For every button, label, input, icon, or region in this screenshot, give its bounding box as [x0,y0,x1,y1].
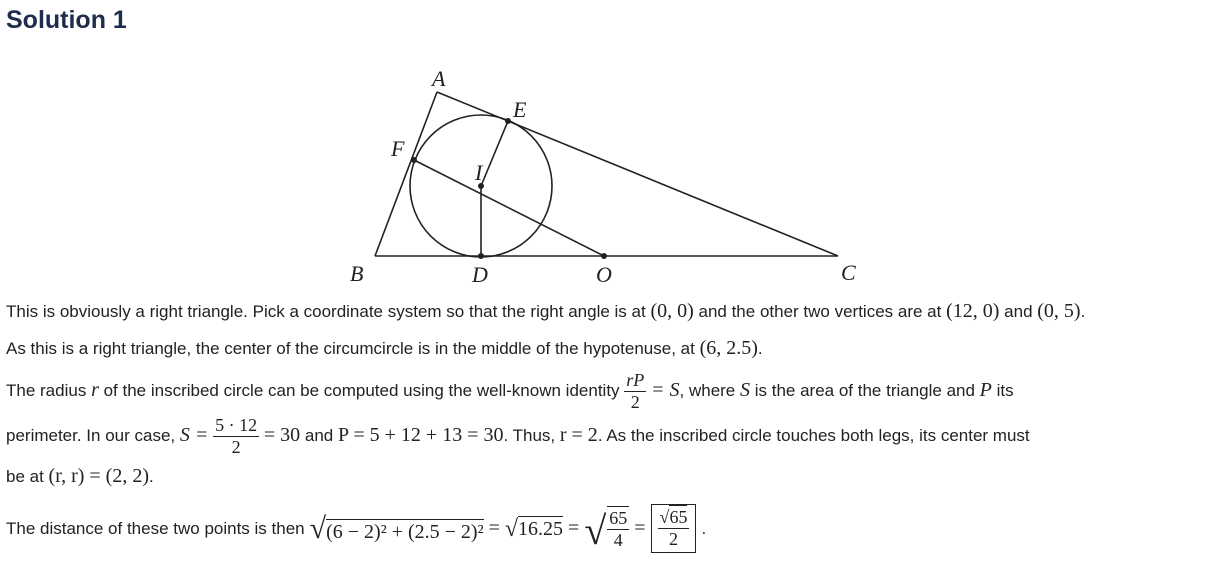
radical-sign-icon: √ [309,511,327,545]
label-c: C [841,260,856,285]
text: . [757,339,763,358]
fraction-denominator: 2 [668,529,678,549]
text: and [1004,302,1033,321]
math-equals: = [488,517,500,539]
radical-sign-icon: √ [584,508,607,553]
text: . [701,518,707,538]
fraction-area [213,415,259,458]
text: and [304,425,334,445]
text: This is obviously a right triangle. Pick a coordinate system so that the right angle is at [6,302,646,321]
math-circumcenter: (6, 2.5) [699,337,758,359]
math-p: P [979,378,992,401]
math-sqrt-fraction [584,506,629,551]
point-e-dot [505,118,511,124]
text: perimeter. In our case, [6,425,176,445]
segment-ie [481,121,508,186]
text: and the other two vertices are at [698,302,942,321]
math-equals: = [634,517,646,539]
paragraph-identity [6,370,1014,413]
math-r: r [91,378,99,401]
text: . Thus, [503,425,556,445]
solution-heading: Solution 1 [6,6,127,34]
paragraph-computation [6,415,1030,458]
label-b: B [350,261,364,286]
fraction-numerator: rP [626,370,645,390]
math-equals: = [568,517,580,539]
paragraph-distance [6,504,706,553]
point-d-dot [478,253,484,259]
math-area-value: = 30 [263,423,301,446]
label-d: D [472,262,488,287]
fraction-numerator: 5 · 12 [215,415,258,435]
fraction-denominator: 2 [231,437,241,457]
text: The distance of these two points is then [6,518,305,538]
text: . [149,467,154,486]
math-s: S [740,378,750,401]
text: . [1080,302,1086,321]
text: is the area of the triangle and [754,380,975,400]
radicand: 16.25 [518,518,564,540]
fraction-answer [658,507,690,550]
label-i: I [475,160,483,185]
paragraph-circumcenter [6,337,763,360]
text: . As the inscribed circle touches both legs, its center must [597,425,1030,445]
math-incenter: (r, r) = (2, 2) [48,465,149,487]
text: The radius [6,380,87,400]
label-a: A [432,66,446,91]
math-vertex: (12, 0) [946,300,1000,322]
radical-sign-icon: √ [504,516,519,542]
text: , where [679,380,736,400]
text: its [996,380,1014,400]
label-o: O [596,262,612,287]
paragraph-incenter [6,465,154,488]
math-sqrt-expression [309,511,484,545]
math-equals-s: = S [651,378,680,401]
fraction-numerator: 65 [609,508,628,528]
radicand: (6 − 2)² + (2.5 − 2)² [326,520,484,543]
side-ab [375,92,437,256]
math-vertex: (0, 5) [1037,300,1081,322]
segment-fo [414,160,604,256]
label-f: F [391,136,405,161]
radicand: 65 [669,507,688,527]
label-e: E [513,97,527,122]
text: of the inscribed circle can be computed using the well-known identity [103,380,620,400]
math-radius: r = 2 [559,423,598,446]
text: As this is a right triangle, the center of the circumcircle is in the middle of the hypotenuse, at [6,339,695,358]
math-s-equals: S = [179,423,209,446]
paragraph-coordinates [6,300,1085,323]
radical-sign-icon: √ [659,507,670,527]
math-sqrt-value [505,516,563,541]
final-answer-box [651,504,697,553]
point-o-dot [601,253,607,259]
math-origin: (0, 0) [650,300,694,322]
fraction-rp-over-2 [624,370,646,413]
math-perimeter: P = 5 + 12 + 13 = 30 [337,423,504,446]
point-f-dot [411,157,417,163]
text: be at [6,467,44,486]
fraction-denominator: 2 [630,392,640,412]
fraction-65-over-4 [607,506,629,551]
fraction-denominator: 4 [613,530,623,550]
fraction-numerator [658,507,690,529]
